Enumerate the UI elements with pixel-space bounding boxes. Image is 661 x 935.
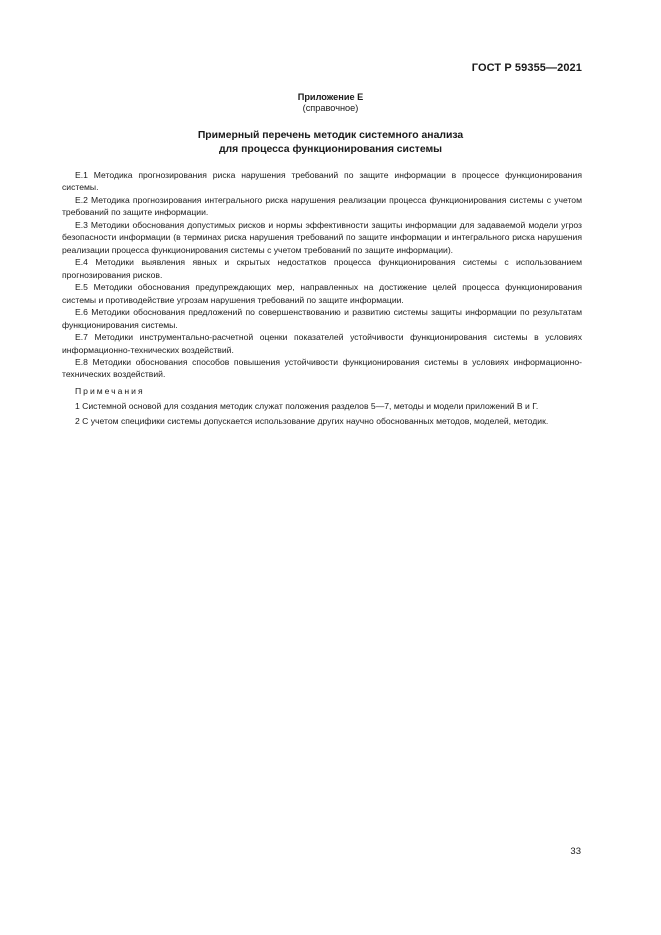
main-title bbox=[0, 129, 661, 157]
appendix-status: (справочное) bbox=[302, 103, 359, 113]
item-e7: Е.7 Методики инструментально-расчетной оценки показателей устойчивости функционирования системы в условиях информационно-технических воздействий. bbox=[62, 332, 582, 355]
standard-code: ГОСТ Р 59355—2021 bbox=[471, 62, 582, 74]
body-text bbox=[62, 169, 582, 428]
main-title-line-1: Примерный перечень методик системного анализа bbox=[197, 130, 464, 141]
appendix-heading bbox=[0, 92, 661, 114]
item-e6: Е.6 Методики обоснования предложений по совершенствованию и развитию системы защиты информации по результатам функционирования системы. bbox=[62, 307, 582, 330]
item-e4: Е.4 Методики выявления явных и скрытых недостатков процесса функционирования системы с использованием прогнозирования рисков. bbox=[62, 257, 582, 280]
note-1: 1 Системной основой для создания методик служат положения разделов 5—7, методы и модели приложений В и Г. bbox=[75, 401, 539, 412]
notes-heading: Примечания bbox=[75, 385, 145, 396]
item-e5: Е.5 Методики обоснования предупреждающих мер, направленных на достижение целей процесса функционирования системы и противодействие угрозам нарушения требований по защите информации. bbox=[62, 282, 582, 305]
item-e8: Е.8 Методики обоснования способов повышения устойчивости функционирования системы в условиях информационно-технических воздействий. bbox=[62, 357, 582, 380]
item-e3: Е.3 Методики обоснования допустимых рисков и нормы эффективности защиты информации для задаваемой модели угроз безопасности информации (в терминах риска нарушения требований по защите информации и интегрального риска нарушения реализации процесса функционирования системы с учетом требований по защите информации). bbox=[62, 219, 582, 255]
item-e1: Е.1 Методика прогнозирования риска нарушения требований по защите информации в процессе функционирования системы. bbox=[62, 170, 582, 193]
main-title-line-2: для процесса функционирования системы bbox=[218, 144, 443, 155]
note-2: 2 С учетом специфики системы допускается использование других научно обоснованных методов, моделей, методик. bbox=[75, 416, 549, 427]
appendix-title: Приложение Е bbox=[297, 92, 364, 102]
item-e2: Е.2 Методика прогнозирования интегрального риска нарушения реализации процесса функционирования системы с учетом требований по защите информации. bbox=[62, 194, 582, 218]
page-number: 33 bbox=[570, 846, 581, 857]
